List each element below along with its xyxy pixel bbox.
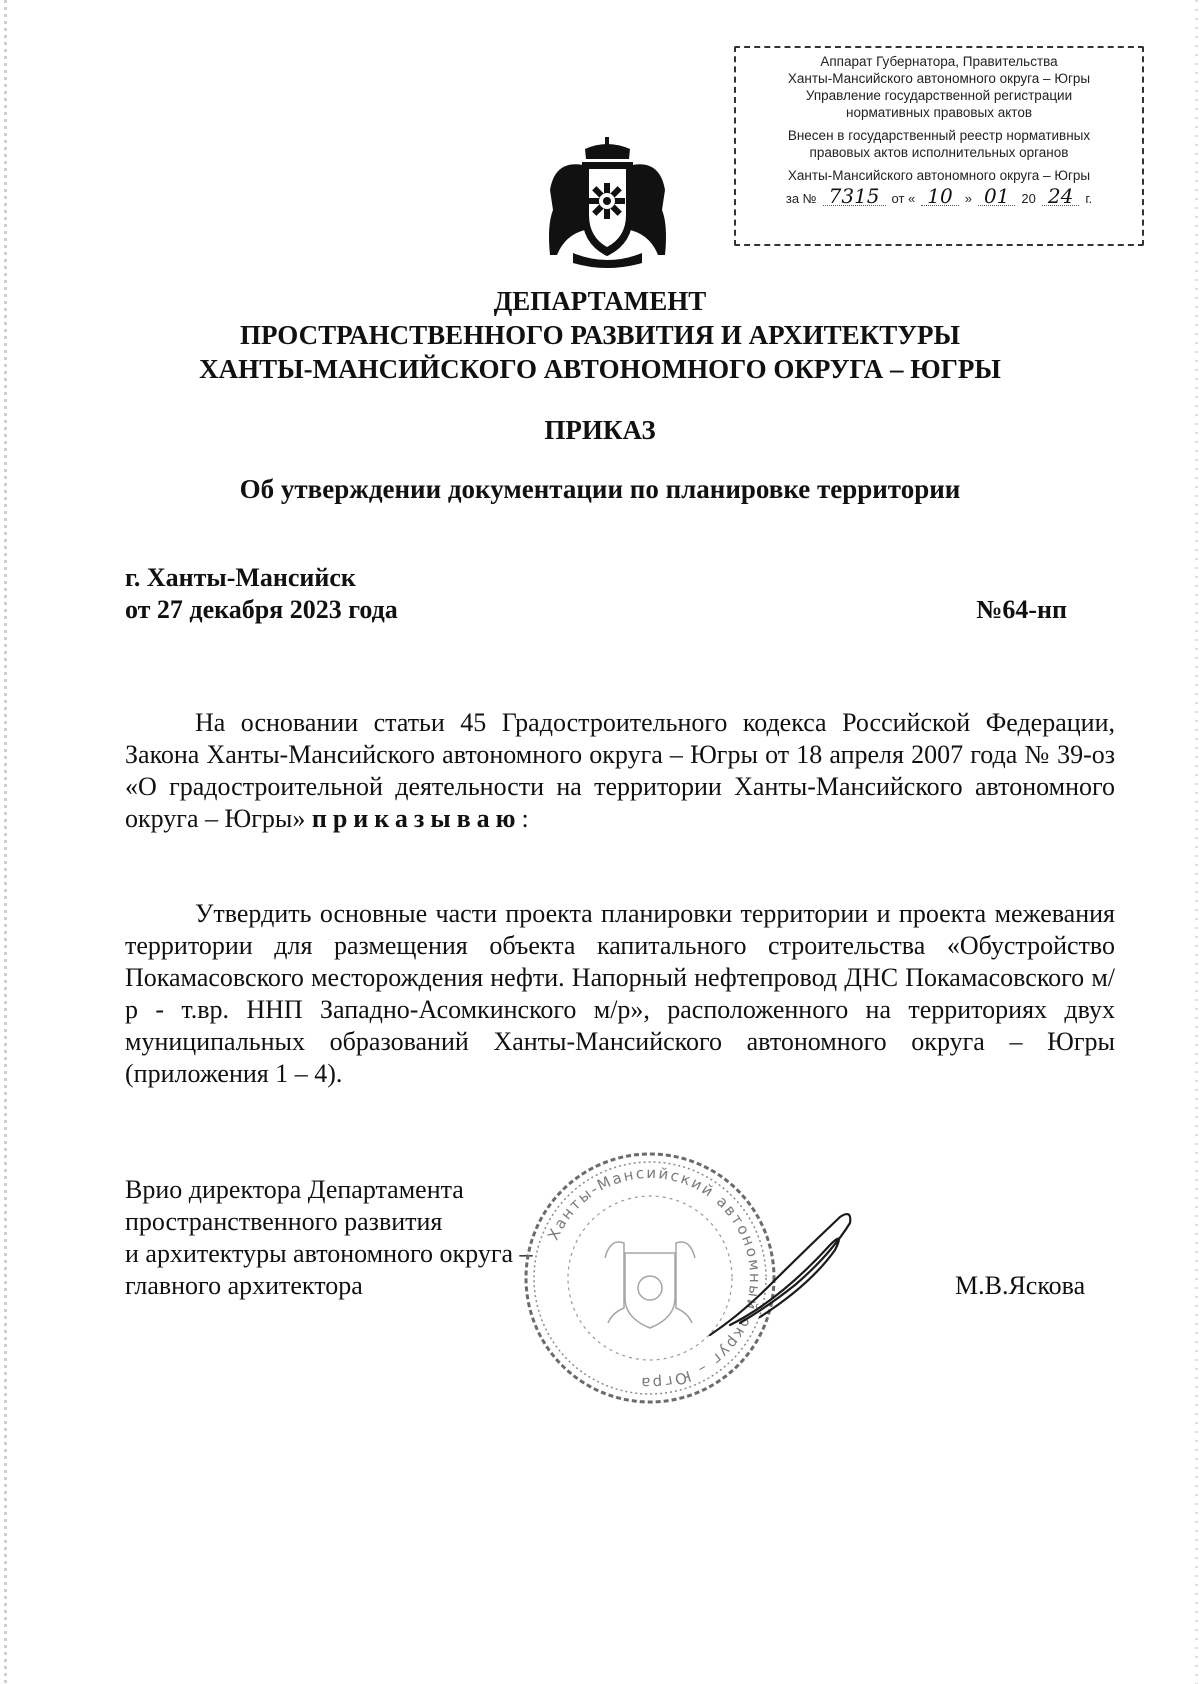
city: г. Ханты-Мансийск [125, 563, 356, 592]
department-title-line: ДЕПАРТАМЕНТ [493, 286, 707, 316]
body-paragraph-approval: Утвердить основные части проекта планировки территории и проекта межевания территории для размещения объекта капитального строительства «Обустройство Покамасовского месторождения нефти. Напорный нефтепровод ДНС Покамасовского м/р - т.вр. ННП Западно-Асомкинского м/р», расположенного на территориях двух муниципальных образований Ханты-Мансийского автономного округа – Югры (приложения 1 – 4). [125, 899, 1115, 1088]
stamp-line: Ханты-Мансийского автономного округа – Югры [787, 168, 1091, 183]
reg-month: 01 [978, 188, 1015, 206]
reg-year-suffix: г. [1085, 191, 1093, 206]
signatory-position-line: и архитектуры автономного округа – [125, 1239, 533, 1268]
department-title-line: ПРОСТРАНСТВЕННОГО РАЗВИТИЯ И АРХИТЕКТУРЫ [239, 320, 961, 350]
reg-day-close: » [964, 191, 972, 206]
reg-prefix: за № [785, 191, 817, 206]
basis-text: На основании статьи 45 Градостроительного кодекса Российской Федерации, Закона Ханты-Мансийского автономного округа – Югры от 18 апреля 2007 года № 39-оз «О градостроительной деятельности на территории Ханты-Мансийского автономного округа – Югры» [125, 708, 1115, 833]
stamp-registration-record [740, 184, 1138, 208]
command-colon: : [521, 804, 529, 833]
date-number-line [125, 594, 1067, 626]
document-date: от 27 декабря 2023 года [125, 595, 398, 624]
document-type: ПРИКАЗ [544, 415, 656, 445]
coat-of-arms-icon [545, 135, 670, 270]
department-title-line: ХАНТЫ-МАНСИЙСКОГО АВТОНОМНОГО ОКРУГА – ЮГРЫ [199, 354, 1001, 384]
command-word: приказываю [311, 804, 522, 833]
reg-from-label: от « [891, 191, 916, 206]
city-line [125, 562, 1067, 594]
scan-edge-right [1195, 0, 1198, 1684]
stamp-line: нормативных правовых актов [845, 105, 1033, 120]
reg-number: 7315 [823, 188, 886, 206]
stamp-line: правовых актов исполнительных органов [809, 145, 1069, 160]
signatory-position-line: пространственного развития [125, 1207, 443, 1236]
document-subject: Об утверждении документации по планировке территории [239, 474, 961, 504]
seal-text: Ханты-Мансийский автономный округ – Югра [544, 1163, 765, 1393]
stamp-line: Управление государственной регистрации [805, 88, 1073, 103]
signatory-name: М.В.Яскова [955, 1271, 1086, 1300]
reg-year: 24 [1042, 188, 1079, 206]
department-title [0, 284, 1200, 386]
body-paragraph-basis [125, 707, 1115, 835]
document-number: №64-нп [976, 595, 1067, 624]
scan-edge-left [4, 0, 7, 1684]
signatory-position-line: главного архитектора [125, 1271, 363, 1300]
reg-day: 10 [921, 188, 958, 206]
handwritten-signature [700, 1205, 870, 1345]
stamp-line: Внесен в государственный реестр нормативных [787, 128, 1091, 143]
signatory-position-line: Врио директора Департамента [125, 1175, 464, 1204]
stamp-line: Ханты-Мансийского автономного округа – Югры [787, 71, 1091, 86]
stamp-line: Аппарат Губернатора, Правительства [820, 54, 1058, 69]
reg-year-prefix: 20 [1021, 191, 1036, 206]
registration-stamp [734, 46, 1144, 246]
